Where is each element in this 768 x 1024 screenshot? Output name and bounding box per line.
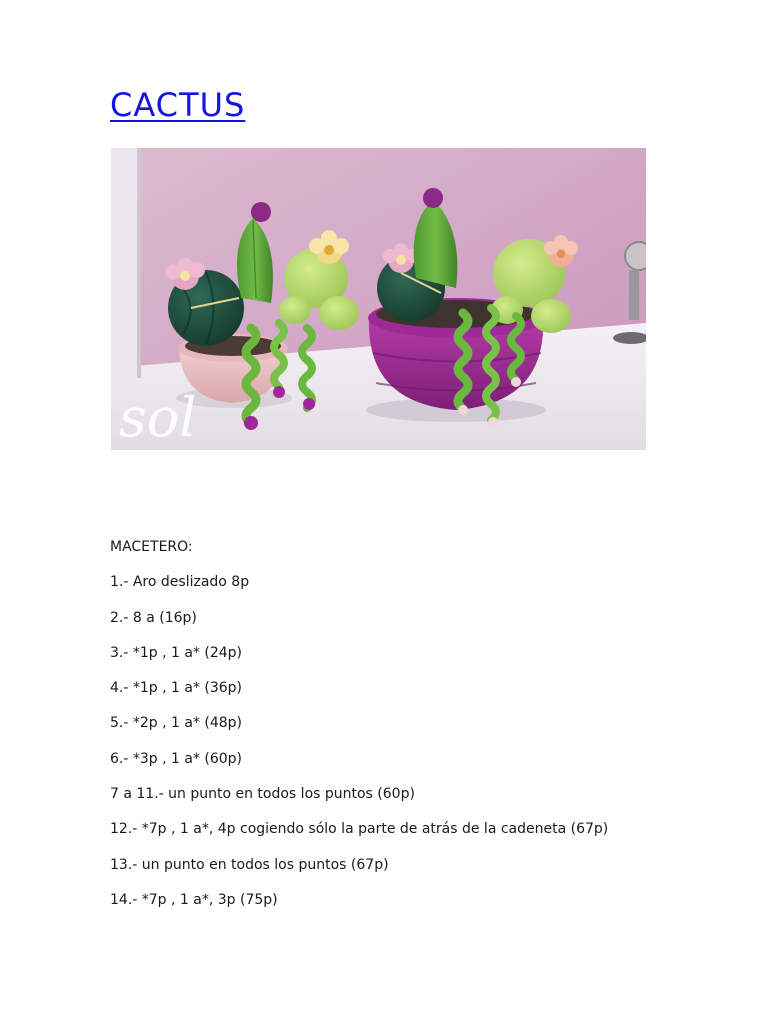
signature-watermark: sol [119, 386, 197, 449]
pattern-row: 3.- *1p , 1 a* (24p) [110, 644, 243, 661]
pattern-row: 7 a 11.- un punto en todos los puntos (60p) [110, 786, 415, 803]
pattern-row: 12.- *7p , 1 a*, 4p cogiendo sólo la parte de atrás de la cadeneta (67p) [110, 821, 609, 838]
section-heading: MACETERO: [110, 539, 193, 555]
pattern-row: 1.- Aro deslizado 8p [110, 574, 250, 591]
pattern-text [110, 538, 710, 926]
photo-cabinet-edge [111, 148, 141, 378]
pattern-row: 13.- un punto en todos los puntos (67p) [110, 856, 389, 873]
pattern-row: 6.- *3p , 1 a* (60p) [110, 750, 243, 767]
pattern-row: 4.- *1p , 1 a* (36p) [110, 680, 243, 697]
pattern-row: 14.- *7p , 1 a*, 3p (75p) [110, 891, 278, 908]
pattern-row: 5.- *2p , 1 a* (48p) [110, 715, 243, 732]
cactus-photo [111, 148, 646, 450]
page-title[interactable]: CACTUS [110, 86, 246, 124]
pattern-row: 2.- 8 a (16p) [110, 609, 197, 626]
